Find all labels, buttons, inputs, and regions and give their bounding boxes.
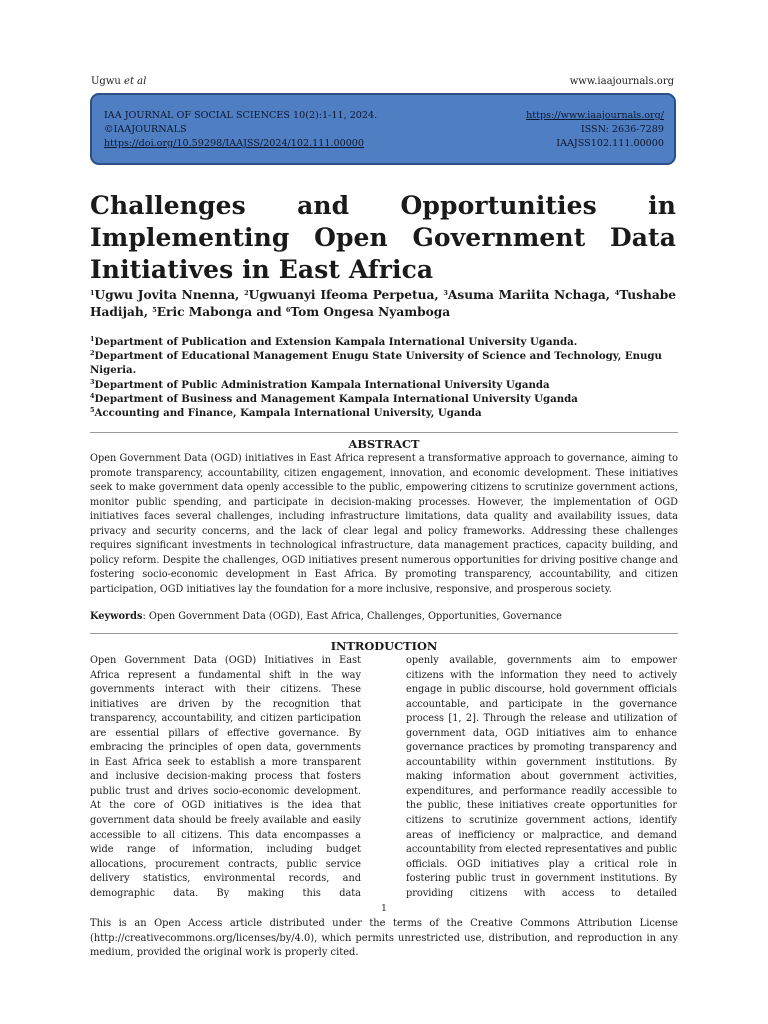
journal-copyright: ©IAAJOURNALS	[104, 124, 187, 135]
introduction-heading: INTRODUCTION	[330, 639, 438, 653]
section-divider	[90, 633, 678, 634]
running-head-site[interactable]: www.iaajournals.org	[569, 76, 674, 87]
affiliation: $^4$Department of Business and Management Kampala International University Uganda	[90, 391, 578, 405]
journal-article-id: IAAJSS102.111.00000	[556, 138, 664, 149]
affiliation-list	[90, 335, 676, 420]
keywords-label: Keywords	[90, 611, 143, 622]
page-number: 1	[381, 904, 387, 914]
section-divider	[90, 432, 678, 433]
author: $^4$Tushabe Hadijah,	[90, 288, 676, 319]
abstract-heading: ABSTRACT	[348, 437, 420, 451]
affiliation: $^5$Accounting and Finance, Kampala International University, Uganda	[90, 406, 482, 420]
introduction-column-left: Open Government Data (OGD) Initiatives in East Africa represent a fundamental shift in the way governments interact with their citizens. These initiatives are driven by the recognition that transparency, accountability, and citizen participation are essential pillars of effective governance. By embracing the principles of open data, governments in East Africa seek to establish a more transparent and inclusive decision-making process that fosters public trust and drives socio-economic development. At the core of OGD initiatives is the idea that government data should be freely available and easily accessible to all citizens. This data encompasses a wide range of information, including budget allocations, procurement contracts, public service delivery statistics, environmental records, and demographic data. By making this data	[90, 655, 361, 899]
running-head-author: Ugwu et al	[91, 76, 147, 87]
keywords-line	[90, 610, 678, 624]
author: $^2$Ugwuanyi Ifeoma Perpetua,	[244, 288, 439, 302]
introduction-column-right: openly available, governments aim to empower citizens with the information they need to actively engage in public discourse, hold government officials accountable, and participate in the governance process [1, 2]. Through the release and utilization of government data, OGD initiatives aim to enhance governance practices by promoting transparency and accountability within government institutions. By making information about government activities, expenditures, and performance readily accessible to the public, these initiatives create opportunities for citizens to scrutinize government actions, identify areas of inefficiency or malpractice, and demand accountability from elected representatives and public officials. OGD initiatives play a critical role in fostering public trust in government institutions. By providing citizens with access to detailed	[406, 655, 677, 899]
author: $^5$Eric Mabonga and	[152, 305, 282, 319]
journal-website-link[interactable]: https://www.iaajournals.org/	[526, 110, 664, 121]
journal-info-right	[526, 109, 664, 151]
affiliation: $^1$Department of Publication and Extension Kampala International University Uganda.	[90, 335, 578, 348]
journal-info-box	[90, 93, 676, 165]
author-list	[90, 287, 676, 321]
article-title: Challenges and Opportunities in Implementing Open Government Data Initiatives in East Africa	[90, 191, 676, 284]
doi-link[interactable]: https://doi.org/10.59298/IAAJSS/2024/102.111.00000	[104, 138, 365, 149]
author: $^6$Tom Ongesa Nyamboga	[285, 305, 451, 319]
license-notice: This is an Open Access article distributed under the terms of the Creative Commons Attribution License (http://creativecommons.org/licenses/by/4.0), which permits unrestricted use, distribution, and reproduction in any medium, provided the original work is properly cited.	[90, 918, 678, 958]
journal-citation: IAA JOURNAL OF SOCIAL SCIENCES 10(2):1-11, 2024.	[104, 110, 378, 121]
author: $^1$Ugwu Jovita Nnenna,	[90, 288, 240, 302]
author: $^3$Asuma Mariita Nchaga,	[443, 288, 610, 302]
affiliation: $^2$Department of Educational Management Enugu State University of Science and Technology, Enugu Nigeria.	[90, 349, 662, 377]
journal-info-left	[104, 109, 377, 151]
journal-issn: ISSN: 2636-7289	[580, 124, 664, 135]
keywords-text: : Open Government Data (OGD), East Africa, Challenges, Opportunities, Governance	[142, 611, 562, 622]
running-head	[91, 76, 674, 88]
affiliation: $^3$Department of Public Administration Kampala International University Uganda	[90, 377, 550, 391]
abstract-body: Open Government Data (OGD) initiatives in East Africa represent a transformative approach to governance, aiming to promote transparency, accountability, citizen engagement, innovation, and economic development. These initiatives seek to make government data openly accessible to the public, empowering citizens to scrutinize government actions, monitor public spending, and participate in decision-making processes. However, the implementation of OGD initiatives faces several challenges, including infrastructure limitations, data quality and availability issues, data privacy and security concerns, and the lack of clear legal and policy frameworks. Addressing these challenges requires significant investments in technological infrastructure, data management practices, capacity building, and policy reform. Despite the challenges, OGD initiatives present numerous opportunities for driving positive change and fostering socio-economic development in East Africa. By promoting transparency, accountability, and citizen participation, OGD initiatives lay the foundation for a more inclusive, responsive, and prosperous society.	[90, 453, 678, 595]
